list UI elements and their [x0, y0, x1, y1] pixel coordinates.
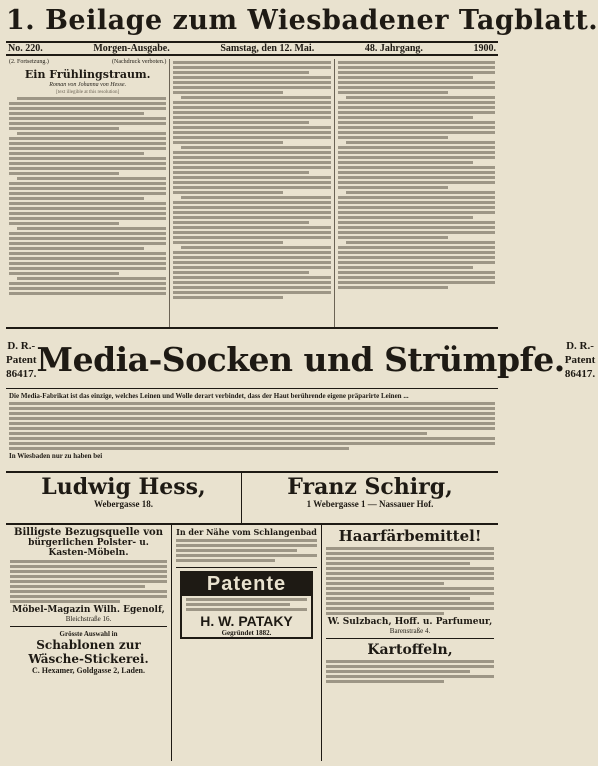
schablonen-title: Schablonen zur Wäsche-Stickerei. — [28, 638, 149, 666]
text-block — [9, 97, 166, 295]
haar-shop: W. Sulzbach, Hoff. u. Parfumeur, — [327, 617, 493, 627]
text-block — [176, 539, 317, 562]
story-columns — [6, 59, 498, 329]
bath-intro: In der Nähe vom Schlangenbad — [176, 527, 317, 537]
story-column-2 — [170, 59, 334, 327]
haar-street: Barenstraße 4. — [389, 627, 431, 635]
factory-lead: Die Media-Fabrikat ist das einzige, welches Leinen und Wolle derart verbindet, dass der Haut berührende eigene präparirte Leinen ... — [9, 392, 409, 400]
ad-moebel — [10, 527, 167, 627]
moebel-shop: Möbel-Magazin Wilh. Egenolf, — [12, 605, 165, 615]
patente-box — [180, 571, 313, 639]
issue-volume: 48. Jahrgang. — [364, 43, 423, 54]
issue-edition: Morgen-Ausgabe. — [93, 43, 170, 54]
patent-label: D. R.-Patent — [6, 339, 37, 366]
hess-name: Ludwig Hess, — [41, 474, 206, 500]
ads-column-left — [6, 525, 172, 761]
ad-pataky — [176, 571, 317, 644]
classified-ads — [6, 525, 498, 761]
story-reprint-note: (Nachdruck verboten.) — [112, 59, 167, 65]
schirg-name: Franz Schirg, — [287, 474, 453, 500]
masthead-title: 1. Beilage zum Wiesbadener Tagblatt. — [6, 5, 598, 36]
issue-date: Samstag, den 12. Mai. — [220, 43, 315, 54]
retailer-ads — [6, 473, 498, 525]
patent-number: 86417. — [564, 367, 596, 380]
moebel-head: Billigste Bezugsquelle von — [14, 527, 163, 538]
patent-number: 86417. — [6, 367, 37, 380]
schablonen-shop: C. Hexamer, Goldgasse 2, Laden. — [31, 666, 146, 675]
text-block — [173, 61, 330, 299]
kartoffeln-title: Kartoffeln, — [367, 642, 453, 658]
story-column-3 — [335, 59, 498, 327]
pataky-founded: Gegründet 1882. — [221, 629, 272, 637]
story-column-1 — [6, 59, 170, 327]
text-block — [9, 402, 495, 450]
patent-right — [565, 339, 596, 381]
ad-kartoffeln — [326, 642, 494, 688]
newspaper-page — [6, 4, 598, 762]
moebel-street: Bleichstraße 16. — [65, 615, 112, 623]
story-author: Roman von Johanna von Hesse. — [49, 82, 127, 88]
schirg-address: 1 Webergasse 1 — Nassauer Hof. — [306, 499, 434, 509]
ad-schirg — [242, 473, 498, 523]
factory-footer: In Wiesbaden nur zu haben bei — [9, 452, 103, 460]
patent-left — [6, 339, 37, 381]
issue-bar — [6, 41, 498, 56]
text-block — [182, 598, 311, 611]
moebel-subhead: bürgerlichen Polster- u. Kasten-Möbeln. — [28, 538, 149, 558]
pataky-firm: H. W. PATAKY — [200, 613, 293, 629]
patent-label: D. R.-Patent — [564, 339, 596, 366]
issue-number: No. 220. — [8, 43, 43, 54]
story-continuation: (2. Fortsetzung.) — [9, 59, 49, 65]
ad-bath — [176, 527, 317, 568]
ad-haar — [326, 527, 494, 639]
text-block — [338, 61, 495, 289]
haar-title: Haarfärbemittel! — [338, 527, 482, 545]
hess-address: Webergasse 18. — [94, 499, 153, 509]
illegible-text-note: [text illegible at this resolution] — [56, 90, 120, 95]
socks-banner — [6, 331, 596, 389]
ad-hess — [6, 473, 242, 523]
patente-word: Patente — [182, 573, 311, 596]
story-meta — [9, 59, 166, 67]
factory-notice — [6, 389, 498, 473]
banner-title: Media-Socken und Strümpfe. — [36, 340, 565, 379]
ads-column-right — [322, 525, 498, 761]
text-block — [10, 560, 167, 603]
ads-column-middle — [172, 525, 322, 761]
story-title: Ein Frühlingstraum. — [24, 68, 151, 81]
text-block — [326, 660, 494, 683]
issue-year: 1900. — [473, 43, 496, 54]
schablonen-lead: Grösste Auswahl in — [59, 630, 118, 638]
text-block — [326, 547, 494, 615]
ad-schablonen — [10, 630, 167, 678]
